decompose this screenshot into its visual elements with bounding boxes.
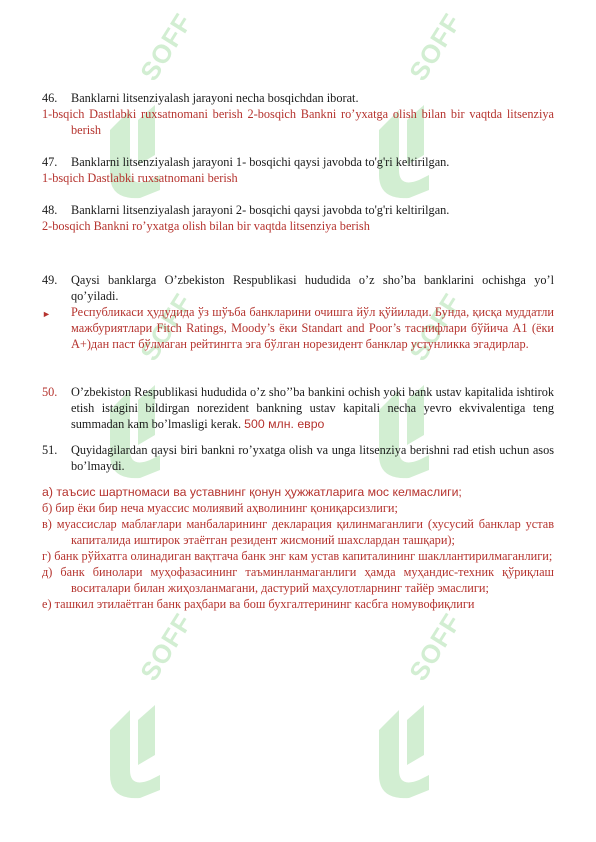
watermark-text: SOFF bbox=[403, 287, 468, 366]
answer-49 bbox=[42, 304, 554, 352]
watermark-text: SOFF bbox=[134, 7, 199, 86]
question-number: 51. bbox=[42, 443, 58, 457]
watermark-text: SOFF bbox=[134, 607, 199, 686]
option-v: в) муассислар маблағлари манбаларининг декларация қилинмаганлиги (хусусий банклар устав капиталида иштирок этаётган резидент жисмоний шахслардан ташқари); bbox=[42, 517, 554, 547]
question-text: Banklarni litsenziyalash jarayoni necha bosqichdan iborat. bbox=[71, 91, 359, 105]
question-number: 50. bbox=[42, 385, 58, 399]
question-text: Qaysi banklarga O’zbekiston Respublikasi hududida o’z sho’ba banklarini ochishga yo’l qo’yiladi. bbox=[71, 273, 554, 303]
option-e: е) ташкил этилаётган банк раҳбари ва бош бухгалтерининг касбга номувофиқлиги bbox=[42, 597, 475, 611]
question-text: Banklarni litsenziyalash jarayoni 2- bosqichi qaysi javobda to'g'ri keltirilgan. bbox=[71, 203, 450, 217]
answer-47: 1-bsqich Dastlabki ruxsatnomani berish bbox=[42, 171, 238, 185]
option-a: а) таъсис шартномаси ва уставнинг қонун ҳужжатларига мос келмаслиги; bbox=[42, 485, 462, 499]
question-number: 46. bbox=[42, 91, 58, 105]
question-number: 48. bbox=[42, 203, 58, 217]
answer-50: 500 млн. евро bbox=[244, 417, 325, 431]
soff-watermark bbox=[365, 607, 475, 810]
option-d: д) банк бинолари муҳофазасининг таъминланмаганлиги ҳамда муҳандис-техник қўриқлаш воситалари билан жиҳозланмагани, дастурий маҳсулотларнинг тайёр эмаслиги; bbox=[42, 565, 554, 595]
question-number: 47. bbox=[42, 155, 58, 169]
question-text: O’zbekiston Respublikasi hududida o’z sho’’ba bankini ochish yoki bank ustav kapitalida ishtirok etish istagini bildirgan norezident bankning ustav kapitali necha yevro ekvivalentiga teng summadan kam bo’lmasligi kerak. 500 млн. евро bbox=[71, 385, 554, 431]
watermark-text: SOFF bbox=[134, 287, 199, 366]
soff-logo-icon bbox=[369, 700, 439, 800]
document-body bbox=[42, 90, 554, 612]
soff-logo-icon bbox=[100, 700, 170, 800]
option-g: г) банк рўйхатга олинадиган вақтгача банк энг кам устав капиталининг шакллантирилмаганлиги; bbox=[42, 549, 553, 563]
question-text: Quyidagilardan qaysi biri bankni ro’yxatga olish va unga litsenziya berishni rad etish uchun asos bo’lmaydi. bbox=[71, 443, 554, 473]
question-49 bbox=[42, 272, 554, 304]
arrow-bullet-icon: ► bbox=[42, 309, 51, 319]
option-b: б) бир ёки бир неча муассис молиявий аҳволининг қониқарсизлиги; bbox=[42, 501, 398, 515]
answer-text: Республикаси ҳудудида ўз шўъба банкларини очишга йўл қўйилади. Бунда, қисқа муддатли мажбуриятлари Fitch Ratings, Moody’s ёки Standart and Poor’s таснифлари бўйича А1 (ёки А+)дан паст бўлмаган рейтингга эга бўлган норезидент банклар устунликка эгадирлар. bbox=[71, 305, 554, 351]
question-46 bbox=[42, 90, 554, 106]
watermark-text: SOFF bbox=[403, 607, 468, 686]
question-text: Banklarni litsenziyalash jarayoni 1- bosqichi qaysi javobda to'g'ri keltirilgan. bbox=[71, 155, 450, 169]
question-51 bbox=[42, 442, 554, 474]
soff-watermark bbox=[96, 607, 206, 810]
question-50 bbox=[42, 384, 554, 432]
watermark-text: SOFF bbox=[403, 7, 468, 86]
question-48 bbox=[42, 202, 554, 218]
question-number: 49. bbox=[42, 273, 58, 287]
answer-46: 1-bsqich Dastlabki ruxsatnomani berish 2-bosqich Bankni ro’yxatga olish bilan bir vaqtda litsenziya berish bbox=[42, 107, 554, 137]
answer-48: 2-bosqich Bankni ro’yxatga olish bilan bir vaqtda litsenziya berish bbox=[42, 219, 370, 233]
question-47 bbox=[42, 154, 554, 170]
